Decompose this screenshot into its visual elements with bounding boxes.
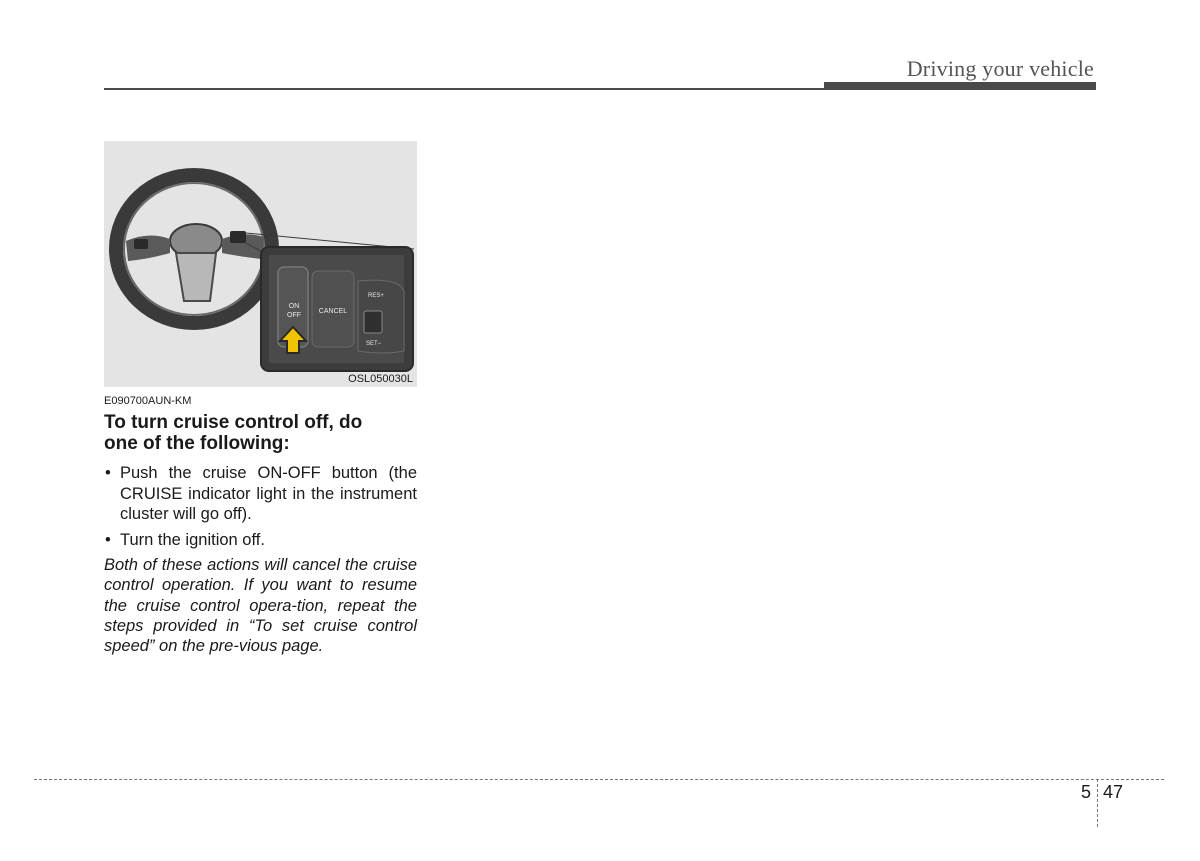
section-code: E090700AUN-KM bbox=[104, 395, 192, 407]
figure-label-on: ON bbox=[288, 303, 300, 310]
bullet-text: Push the cruise ON-OFF button (the CRUISE indicator light in the instrument cluster will go off). bbox=[120, 464, 417, 523]
page-number: 47 bbox=[1103, 782, 1124, 802]
footer-divider bbox=[1097, 779, 1098, 827]
section-heading-line1: To turn cruise control off, do bbox=[104, 412, 363, 433]
figure-label-res: RES+ bbox=[368, 293, 384, 299]
note-paragraph: Both of these actions will cancel the cruise control operation. If you want to resume the cruise control opera-tion, repeat the steps provided in “To set cruise control speed” on the pre-vious page. bbox=[104, 556, 417, 656]
steering-wheel-illustration bbox=[104, 141, 417, 387]
figure-label-cancel: CANCEL bbox=[318, 308, 348, 315]
section-heading bbox=[104, 412, 419, 454]
switch-closeup bbox=[261, 247, 413, 371]
figure-code: OSL050030L bbox=[348, 373, 413, 385]
figure-label-off: OFF bbox=[287, 312, 301, 319]
bullet-text: Turn the ignition off. bbox=[120, 530, 265, 549]
bullet-icon: • bbox=[105, 530, 111, 549]
section-number: 5 bbox=[1081, 782, 1092, 802]
list-item bbox=[104, 463, 417, 525]
bullet-list bbox=[104, 463, 417, 555]
steering-wheel-icon bbox=[116, 175, 272, 323]
figure-label-set: SET− bbox=[366, 341, 382, 347]
steering-wheel-svg bbox=[104, 141, 417, 387]
bullet-icon: • bbox=[105, 464, 111, 482]
section-heading-line2: one of the following: bbox=[104, 433, 290, 454]
list-item bbox=[104, 530, 417, 551]
header-rule bbox=[104, 88, 1096, 90]
footer-rule bbox=[34, 779, 1164, 780]
page-header-title: Driving your vehicle bbox=[906, 56, 1094, 81]
